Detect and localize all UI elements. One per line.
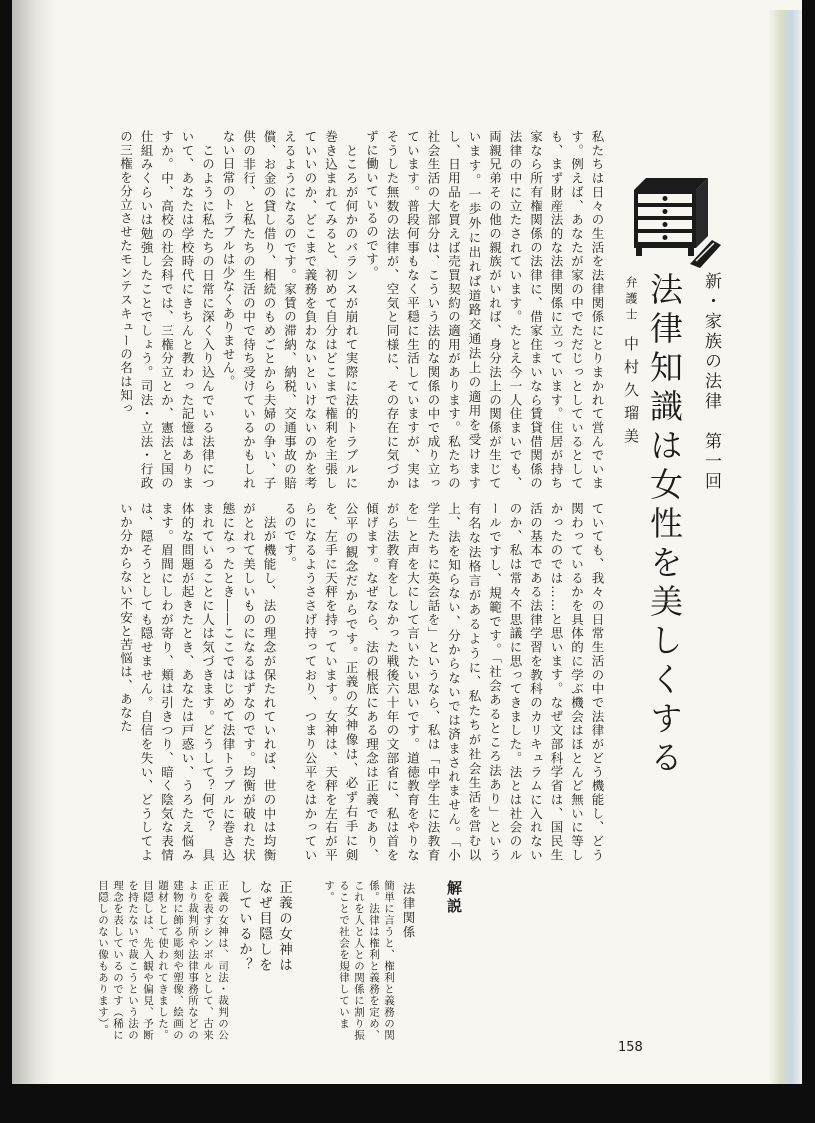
note-question: 正義の女神は なぜ目隠しを しているか？: [236, 880, 292, 973]
page-number: 158: [618, 1040, 643, 1055]
page-edge-strip: [768, 10, 802, 1084]
chest-of-drawers-illustration: [620, 152, 730, 272]
body-text-upper: 私たちは日々の生活を法律関係にとりまかれて営んでいます。例えば、あなたが家の中でただじっとしているとしても、まず財産法的な法律関係に立っています。住居が持ち家なら所有権関係の法律に、借家住まいなら賃貸借関係の法律の中に立たされています。たとえ今一人住まいでも、両親兄弟その他の親族がいれば、身分法上の関係が生じています。一歩外に出れば道路交通法上の適用を受けますし、日用品を買えば売買契約の適用があります。私たちの社会生活の大部分は、こういう法的な関係の中で成り立っています。普段何事もなく平穏に生活していますが、実はそうした無数の法律が、空気と同様に、その存在に気づかずに働いているのです。 ところが何かのバランスが崩れて実際に法的トラブルに巻き込まれてみると、初めて自分はどこまで権利を主張していいのか、どこまで義務を負わないといけないのかを考えるようになるのです。家賃の滞納、納税、交通事故の賠償、お金の貸し借り、相続のもめごとから夫婦の争い、子供の非行、と私たちの生活の中で待ち受けているかもしれない日常のトラブルは少なくありません。 このように私たちの日常に深く入り込んでいる法律について、あなたは学校時代にきちんと教わった記憶はありますか。中、高校の社会科では、三権分立とか、憲法と国の仕組みくらいは勉強したことでしょう。司法・立法・行政の三権を分立させたモンテスキューの名は知っ: [118, 130, 605, 490]
body-text-lower: ていても、我々の日常生活の中で法律がどう機能し、どう関わっているかを具体的に学ぶ機会はほとんど無いに等しかったのでは……と思います。なぜ文部科学省は、国民生活の基本である法律学習を教科のカリキュラムに入れないのか、私は常々不思議に思ってきました。法とは社会のルールですし、規範です。「社会あるところ法あり」という有名な法格言があるように、私たちが社会生活を営む以上、法を知らない、分からないでは済まされません。「小学生たちに英会話を」というなら、私は「中学生に法教育を」と声を大にして言いたい思いです。道徳教育をやりながら法教育をしなかった戦後六十年の文部省に、私は首を傾げます。なぜなら、法の根底にある理念は正義であり、公平の観念だからです。正義の女神像は、必ず右手に剣を、左手に天秤を持っています。女神は、天秤を左右が平らになるようささげ持っており、つまり公平をはかっているのです。 法が機能し、法の理念が保たれていれば、世の中は均衡がとれて美しいものになるはずなのです。均衡が破れた状態になったとき――ここではじめて法律トラブルに巻き込まれていることに人は気づきます。どうして？何で？ 具体的な問題が起きたとき、あなたは戸惑い、うろたえ悩みます。眉間にしわが寄り、頬は引きつり、暗く陰気な表情は、隠そうとしても隠せません。自信を失い、どうしてよいか分からない不安と苦悩は、あなた: [118, 502, 605, 862]
author-role: 弁護士: [624, 276, 638, 324]
article-title: 法律知識は女性を美しくする: [645, 272, 684, 779]
series-title: 新・家族の法律 第一回: [701, 272, 721, 492]
note-term: 法律関係: [401, 882, 416, 940]
note-answer: 正義の女神は、司法・裁判の公正を表すシンボルとして、古来より裁判所や法律事務所などの建物に飾る彫刻や塑像、絵画の題材として使われてきました。目隠しは、先入観や偏見、予断を持たないで裁こうという法の理念を表しているのです（稀に目隠しのない像もあります）。: [97, 880, 229, 1041]
note-term-definition: 簡単に言うと、権利と義務の関係。法律は権利と義務を定め、これを人と人との関係に割り振ることで社会を規律しています。: [323, 880, 395, 1041]
notes-heading: 解説: [445, 880, 463, 916]
magazine-page: [12, 0, 802, 1084]
author-name: 中村久瑠美: [622, 336, 640, 451]
